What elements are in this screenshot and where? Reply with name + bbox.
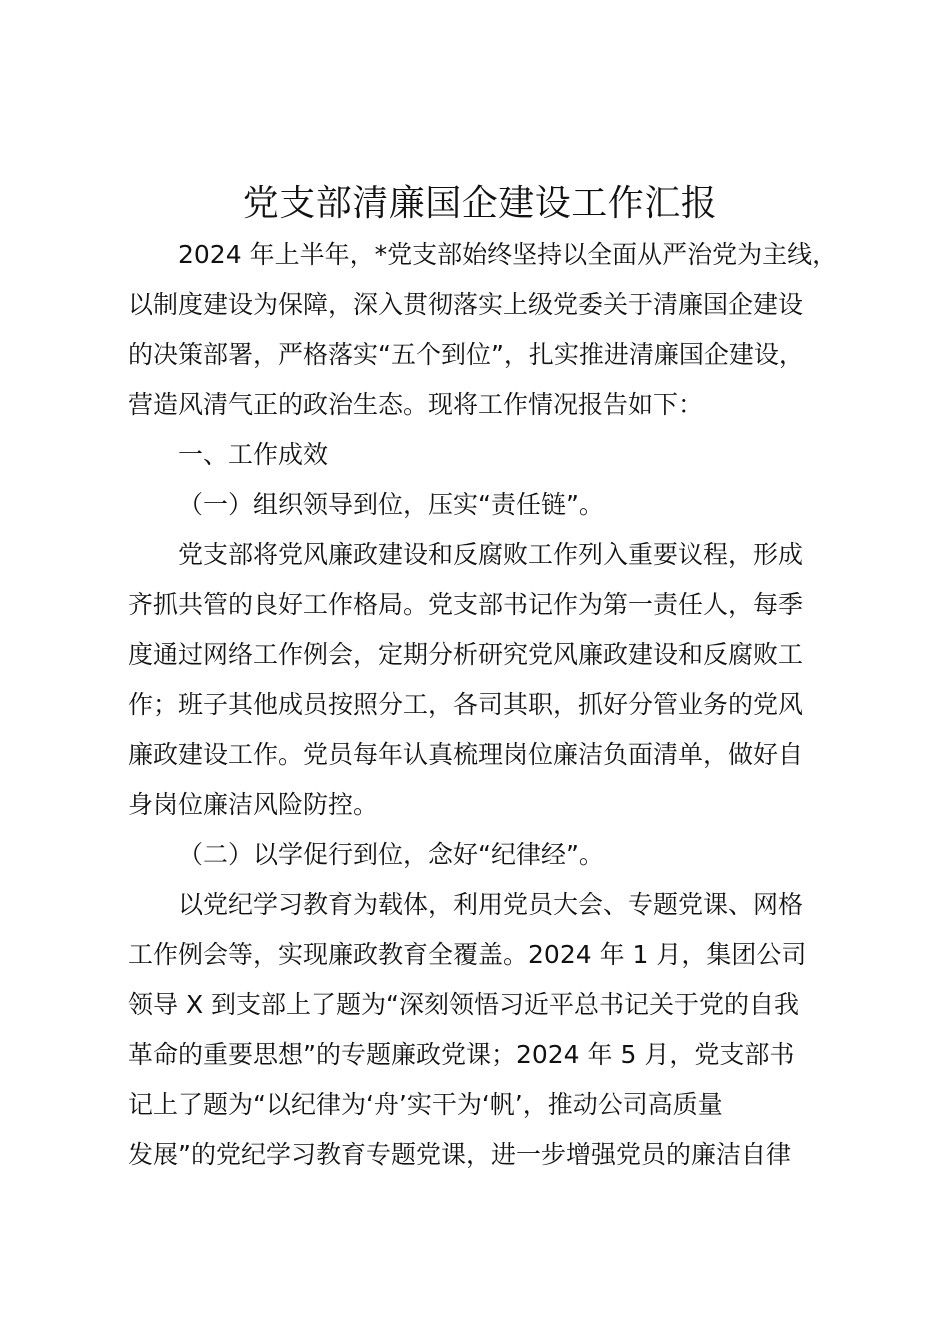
body-line: 党支部将党风廉政建设和反腐败工作列入重要议程，形成 [178, 540, 804, 569]
document-title: 党支部清廉国企建设工作汇报 [242, 183, 718, 224]
body-line: 以制度建设为保障，深入贯彻落实上级党委关于清廉国企建设 [128, 290, 804, 319]
body-line: 领导 X 到支部上了题为“深刻领悟习近平总书记关于党的自我 [128, 990, 799, 1019]
document-body [128, 230, 861, 1180]
body-line: 廉政建设工作。党员每年认真梳理岗位廉洁负面清单，做好自 [128, 740, 804, 769]
body-line: 以党纪学习教育为载体，利用党员大会、专题党课、网格 [178, 890, 804, 919]
body-line: 工作例会等，实现廉政教育全覆盖。2024 年 1 月，集团公司 [128, 940, 807, 969]
body-line: 作；班子其他成员按照分工，各司其职，抓好分管业务的党风 [128, 690, 804, 719]
body-line: 身岗位廉洁风险防控。 [128, 790, 379, 819]
section-heading: 一、工作成效 [178, 440, 329, 469]
subsection-heading: （一）组织领导到位，压实“责任链”。 [178, 490, 604, 519]
subsection-heading: （二）以学促行到位，念好“纪律经”。 [178, 840, 604, 869]
body-line: 2024 年上半年，*党支部始终坚持以全面从严治党为主线， [178, 240, 838, 269]
body-line: 的决策部署，严格落实“五个到位”，扎实推进清廉国企建设， [128, 340, 804, 369]
body-line: 革命的重要思想”的专题廉政党课；2024 年 5 月，党支部书 [128, 1040, 795, 1069]
body-line: 记上了题为“以纪律为‘舟’实干为‘帆’，推动公司高质量 [128, 1090, 723, 1119]
body-line: 齐抓共管的良好工作格局。党支部书记作为第一责任人，每季 [128, 590, 804, 619]
body-line: 发展”的党纪学习教育专题党课，进一步增强党员的廉洁自律 [128, 1140, 791, 1169]
body-line: 度通过网络工作例会，定期分析研究党风廉政建设和反腐败工 [128, 640, 804, 669]
body-line: 营造风清气正的政治生态。现将工作情况报告如下： [128, 390, 704, 419]
